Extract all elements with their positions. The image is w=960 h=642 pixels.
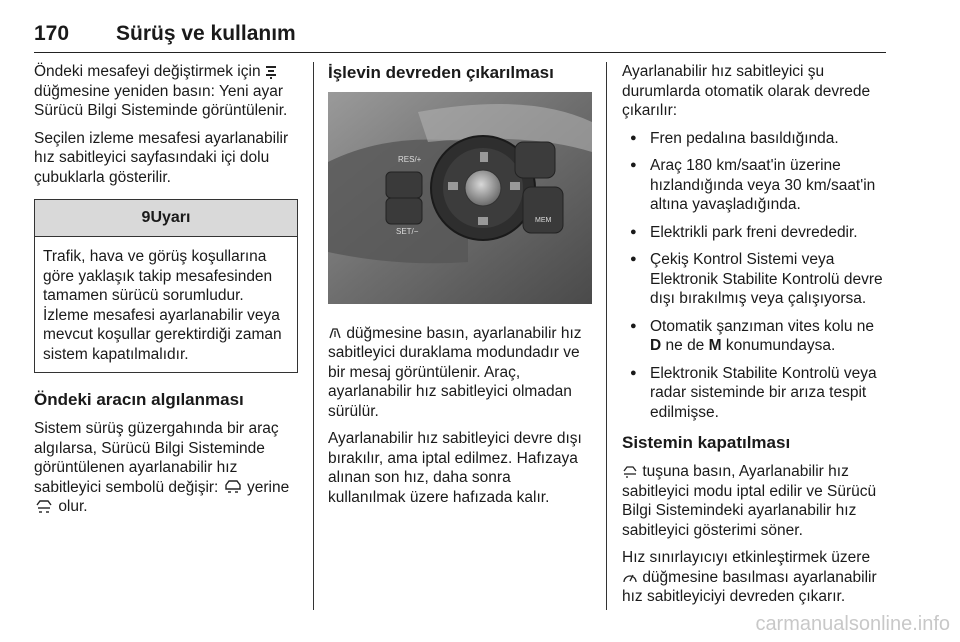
list-item: ● Elektrikli park freni devrededir.: [622, 223, 888, 243]
list-item: ● Araç 180 km/saat'in üzerine hızlandığında veya 30 km/saat'in altına yavaşladığında.: [622, 156, 888, 215]
vehicle-detected-icon: [223, 479, 243, 495]
mem-button-label: MEM: [535, 217, 552, 224]
warning-title: Uyarı: [150, 209, 191, 226]
section-title: Sürüş ve kullanım: [116, 22, 296, 45]
heading-front-vehicle: Öndeki aracın algılanması: [34, 390, 244, 409]
warning-text: Trafik, hava ve görüş koşullarına göre yaklaşık takip mesafesinden tamamen sürücü sorumludur. İzleme mesafesi ayarlanabilir veya mevcut koşullar gerektirdiği zaman sistem kapatılmalıdır.: [43, 248, 282, 363]
list-item: ● Çekiş Kontrol Sistemi veya Elektronik Stabilite Kontrolü devre dışı bırakılmış veya çalışıyorsa.: [622, 250, 888, 309]
heading-system-off: Sistemin kapatılması: [622, 433, 791, 452]
steering-wheel-photo: [328, 92, 592, 304]
column-1: [34, 62, 298, 525]
paragraph-memory: Ayarlanabilir hız sabitleyici devre dışı bırakılır, ama iptal edilmez. Hafızaya alınan son hız, daha sonra kullanılmak üzere hafızada kalır.: [328, 430, 582, 506]
page-number: 170: [34, 22, 70, 45]
warning-body: [35, 237, 297, 372]
column-2: [328, 62, 592, 515]
warning-box: [34, 199, 298, 373]
warning-header: [35, 200, 297, 237]
paragraph-distance-display: Seçilen izleme mesafesi ayarlanabilir hız sabitleyici sayfasındaki içi dolu çubuklarla gösterilir.: [34, 129, 289, 186]
column-divider-1: [313, 62, 314, 610]
list-item: ● Elektronik Stabilite Kontrolü veya radar sisteminde bir arıza tespit edilmişse.: [622, 364, 888, 423]
cruise-control-icon: [34, 499, 54, 515]
res-button-label: RES/+: [398, 155, 422, 164]
column-divider-2: [606, 62, 607, 610]
paragraph-speed-limiter: Hız sınırlayıcıyı etkinleştirmek üzere düğmesine basılması ayarlanabilir hız sabitleyiciyi devreden çıkarır.: [622, 549, 877, 605]
column-3: [622, 62, 888, 615]
deactivation-conditions-list: [622, 129, 888, 423]
page-header: [34, 22, 886, 53]
list-item: ● Fren pedalına basıldığında.: [622, 129, 888, 149]
warning-mark: 9: [141, 209, 151, 226]
paragraph-front-vehicle: Sistem sürüş güzergahında bir araç algılarsa, Sürücü Bilgi Sisteminde görüntülenen ayarlanabilir hız sabitleyici sembolü değişir: yerine olur.: [34, 420, 290, 515]
speed-limiter-icon: [622, 570, 638, 584]
watermark: carmanualsonline.info: [755, 613, 950, 635]
follow-distance-icon: [265, 65, 277, 79]
list-item: ● Otomatik şanzıman vites kolu ne D ne de M konumundaysa.: [622, 317, 888, 356]
cruise-off-icon: [622, 465, 638, 479]
heading-deactivation: İşlevin devreden çıkarılması: [328, 63, 554, 82]
paragraph-pause-mode: düğmesine basın, ayarlanabilir hız sabitleyici duraklama modundadır ve bir mesaj görüntülenir. Araç, ayarlanabilir hız sabitleyici olmadan sürülür.: [328, 324, 582, 420]
paragraph-distance-change: Öndeki mesafeyi değiştirmek için düğmesine yeniden basın: Yeni ayar Sürücü Bilgi Sisteminde görüntülenir.: [34, 63, 288, 119]
pause-icon: [328, 326, 342, 340]
paragraph-auto-deactivation: Ayarlanabilir hız sabitleyici şu durumlarda otomatik olarak devrede çıkarılır:: [622, 63, 871, 119]
paragraph-system-off: tuşuna basın, Ayarlanabilir hız sabitleyici modu iptal edilir ve Sürücü Bilgi Sistemindeki ayarlanabilir hız sabitleyici gösterimi söner.: [622, 463, 877, 539]
set-button-label: SET/−: [396, 227, 419, 236]
